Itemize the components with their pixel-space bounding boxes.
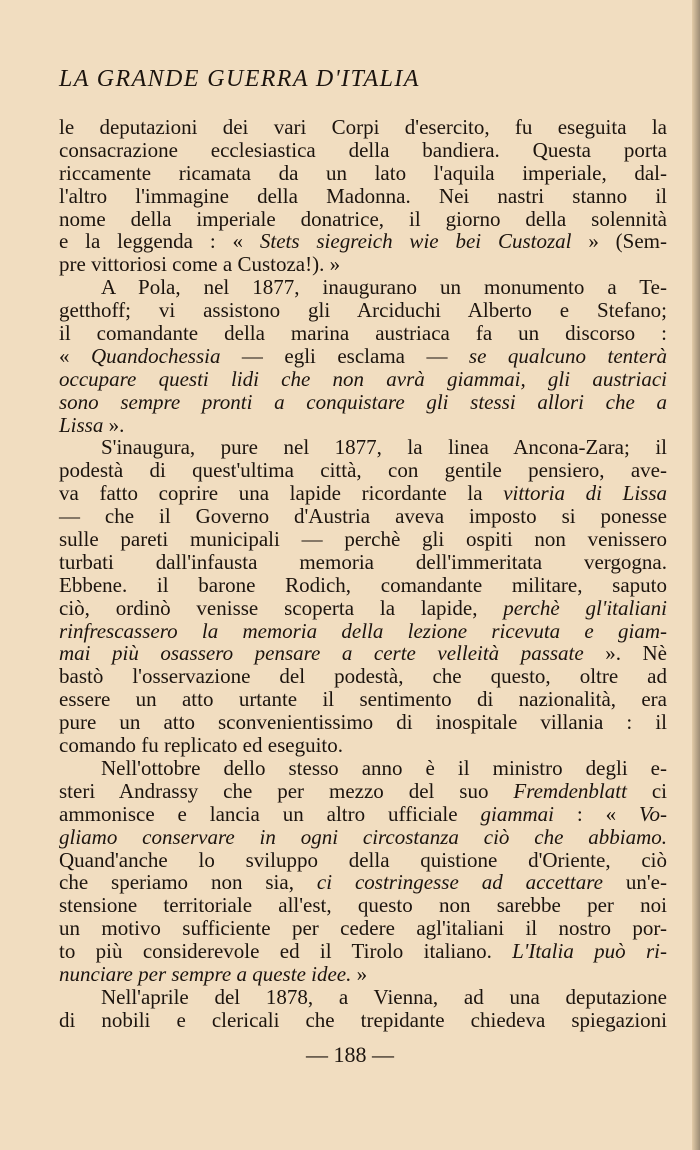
text-run: che speriamo non sia, bbox=[59, 870, 317, 895]
text-line bbox=[59, 551, 667, 574]
italic-text: rinfrescassero la memoria della lezione ricevuta e giam- bbox=[59, 618, 667, 643]
text-run: le deputazioni dei vari Corpi d'esercito, fu eseguita la bbox=[59, 115, 667, 139]
text-line bbox=[59, 1009, 667, 1032]
text-line bbox=[59, 734, 667, 757]
text-line bbox=[59, 665, 667, 688]
text-line bbox=[59, 414, 667, 437]
text-run: pure un atto sconvenientissimo di inospitale villania : il bbox=[59, 710, 667, 735]
text-line bbox=[59, 208, 667, 231]
text-line bbox=[59, 368, 667, 391]
text-run: stensione territoriale all'est, questo non sarebbe per noi bbox=[59, 893, 667, 918]
text-run: un motivo sufficiente per cedere agl'italiani il nostro por- bbox=[59, 916, 667, 941]
text-run: Nell'aprile del 1878, a Vienna, ad una deputazione bbox=[101, 984, 667, 1009]
text-run: e la leggenda : « bbox=[59, 229, 260, 254]
text-line bbox=[59, 597, 667, 620]
italic-text: occupare questi lidi che non avrà giammai, gli austriaci bbox=[59, 366, 667, 391]
text-line bbox=[59, 116, 667, 139]
italic-text: Stets siegreich wie bei Custozal bbox=[259, 229, 572, 254]
text-line bbox=[59, 322, 667, 345]
text-line bbox=[59, 185, 667, 208]
text-line bbox=[59, 505, 667, 528]
text-run: to più considerevole ed il Tirolo italiano. bbox=[59, 939, 513, 964]
text-run: S'inaugura, pure nel 1877, la linea Ancona-Zara; il bbox=[101, 435, 667, 460]
text-run: — egli esclama — bbox=[220, 343, 469, 368]
text-run: » bbox=[351, 961, 368, 986]
text-line bbox=[59, 780, 667, 803]
italic-text: Quandochessia bbox=[90, 343, 221, 368]
text-line bbox=[59, 162, 667, 185]
text-line bbox=[59, 139, 667, 162]
text-run: consacrazione ecclesiastica della bandiera. Questa porta bbox=[59, 137, 667, 162]
text-run: « bbox=[59, 343, 91, 368]
italic-text: ci costringesse ad accettare bbox=[316, 870, 603, 895]
text-line bbox=[59, 230, 667, 253]
text-line bbox=[59, 574, 667, 597]
italic-text: sono sempre pronti a conquistare gli stessi allori che a bbox=[59, 389, 667, 414]
text-run: getthoff; vi assistono gli Arciduchi Alberto e Stefano; bbox=[59, 298, 667, 323]
italic-text: Fremdenblatt bbox=[513, 778, 627, 803]
text-run: va fatto coprire una lapide ricordante la bbox=[59, 481, 504, 506]
text-run: A Pola, nel 1877, inaugurano un monumento a Te- bbox=[101, 275, 667, 300]
body-text bbox=[59, 116, 667, 1032]
text-run: Nell'ottobre dello stesso anno è il ministro degli e- bbox=[101, 755, 667, 780]
italic-text: perchè gl'italiani bbox=[503, 595, 667, 620]
text-run: podestà di quest'ultima città, con gentile pensiero, ave- bbox=[59, 458, 667, 483]
text-line bbox=[59, 276, 667, 299]
text-line bbox=[59, 688, 667, 711]
text-run: di nobili e clericali che trepidante chiedeva spiegazioni bbox=[59, 1007, 667, 1032]
text-line bbox=[59, 620, 667, 643]
text-run: sulle pareti municipali — perchè gli ospiti non venissero bbox=[59, 527, 667, 552]
text-line bbox=[59, 871, 667, 894]
page-number: — 188 — bbox=[306, 1042, 394, 1067]
italic-text: L'Italia può ri- bbox=[512, 939, 667, 964]
text-run: » (Sem- bbox=[571, 229, 668, 254]
text-line bbox=[59, 917, 667, 940]
text-run: — che il Governo d'Austria aveva imposto si ponesse bbox=[59, 504, 667, 529]
text-line bbox=[59, 391, 667, 414]
text-line bbox=[59, 986, 667, 1009]
text-line bbox=[59, 345, 667, 368]
text-run: bastò l'osservazione del podestà, che questo, oltre ad bbox=[59, 664, 667, 689]
italic-text: vittoria di Lissa bbox=[503, 481, 667, 506]
italic-text: Lissa bbox=[59, 412, 104, 437]
text-run: Quand'anche lo sviluppo della quistione d'Oriente, ciò bbox=[59, 847, 667, 872]
text-line bbox=[59, 894, 667, 917]
text-line bbox=[59, 482, 667, 505]
text-run: pre vittoriosi come a Custoza!). » bbox=[59, 252, 341, 277]
text-line bbox=[59, 299, 667, 322]
text-run: turbati dall'infausta memoria dell'immeritata vergogna. bbox=[59, 549, 667, 574]
italic-text: nunciare per sempre a queste idee. bbox=[59, 961, 352, 986]
text-run: ». Nè bbox=[583, 641, 667, 666]
italic-text: Vo- bbox=[639, 801, 667, 826]
text-line bbox=[59, 757, 667, 780]
text-line bbox=[59, 253, 667, 276]
italic-text: se qualcuno tenterà bbox=[468, 343, 667, 368]
text-line bbox=[59, 963, 667, 986]
text-line bbox=[59, 436, 667, 459]
italic-text: gliamo conservare in ogni circostanza ciò che abbiamo. bbox=[59, 824, 667, 849]
text-line bbox=[59, 642, 667, 665]
text-run: ci bbox=[626, 778, 668, 803]
text-run: comando fu replicato ed eseguito. bbox=[59, 733, 343, 758]
text-run: steri Andrassy che per mezzo del suo bbox=[59, 778, 514, 803]
text-line bbox=[59, 528, 667, 551]
italic-text: giammai bbox=[480, 801, 554, 826]
text-line bbox=[59, 459, 667, 482]
text-run: ciò, ordinò venisse scoperta la lapide, bbox=[59, 595, 504, 620]
text-line bbox=[59, 803, 667, 826]
text-line bbox=[59, 940, 667, 963]
text-line bbox=[59, 826, 667, 849]
text-run: nome della imperiale donatrice, il giorno della solennità bbox=[59, 206, 667, 231]
text-run: ammonisce e lancia un altro ufficiale bbox=[59, 801, 481, 826]
text-run: ». bbox=[103, 412, 125, 437]
text-run: : « bbox=[553, 801, 639, 826]
text-run: l'altro l'immagine della Madonna. Nei nastri stanno il bbox=[59, 183, 667, 208]
text-run: il comandante della marina austriaca fa un discorso : bbox=[59, 321, 667, 346]
running-head: LA GRANDE GUERRA D'ITALIA bbox=[59, 66, 420, 92]
text-run: essere un atto urtante il sentimento di nazionalità, era bbox=[59, 687, 667, 712]
text-run: un'e- bbox=[602, 870, 667, 895]
text-run: Ebbene. il barone Rodich, comandante militare, saputo bbox=[59, 572, 667, 597]
text-line bbox=[59, 711, 667, 734]
italic-text: mai più osassero pensare a certe velleità passate bbox=[59, 641, 584, 666]
text-line bbox=[59, 849, 667, 872]
text-run: riccamente ricamata da un lato l'aquila imperiale, dal- bbox=[59, 160, 667, 185]
page-edge-shadow bbox=[692, 0, 700, 1150]
